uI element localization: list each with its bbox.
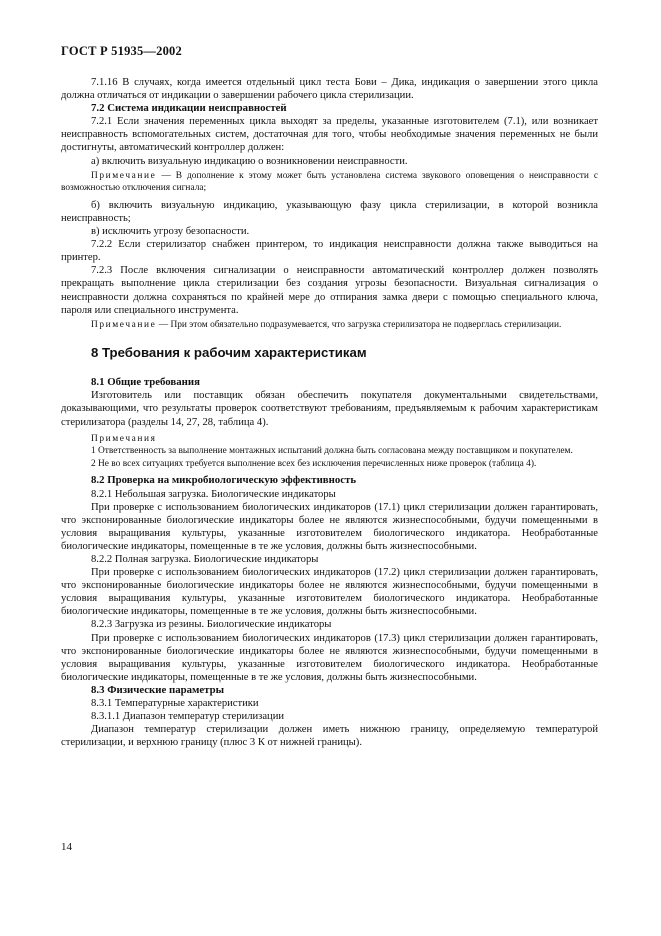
paragraph-7-2-3: 7.2.3 После включения сигнализации о неисправности автоматический контроллер должен позволять прекращать выполнение цикла стерилизации без создания угрозы безопасности. Визуальная сигнализация о неисправности должна сохраняться по крайней мере до отпирания замка двери с помощью специального ключа, пароля или специального инструмента. bbox=[61, 265, 598, 316]
note-label: Примечание bbox=[91, 170, 157, 181]
note-text: — При этом обязательно подразумевается, что загрузка стерилизатора не подверглась стерилизации. bbox=[156, 319, 562, 330]
paragraph-8-2-1: 8.2.1 Небольшая загрузка. Биологические индикаторы bbox=[91, 488, 336, 500]
heading-8-1: 8.1 Общие требования bbox=[91, 376, 200, 389]
paragraph-8-3-1-1: 8.3.1.1 Диапазон температур стерилизации bbox=[91, 711, 285, 723]
paragraph-8-1: Изготовитель или поставщик обязан обеспечить покупателя документальными свидетельствами, доказывающими, что результаты проверок соответствуют требованиям, предъявляемым к рабочим характеристикам стерилизатора (разделы 14, 27, 28, таблица 4). bbox=[61, 390, 598, 428]
paragraph-8-3-1-1-body: Диапазон температур стерилизации должен иметь нижнюю границу, определяемую температурой стерилизации, и верхнюю границу (плюс 3 К от нижней границы). bbox=[61, 724, 598, 749]
notes-heading bbox=[61, 433, 598, 446]
section-heading-8: 8 Требования к рабочим характеристикам bbox=[91, 345, 367, 361]
paragraph-7-2-1: 7.2.1 Если значения переменных цикла выходят за пределы, указанные изготовителем (7.1), или возникает неисправность вспомогательных систем, достаточная для того, чтобы необходимые значения переменных не были достигнуты, автоматический контроллер должен: bbox=[61, 116, 598, 154]
note-item-2: 2 Не во всех ситуациях требуется выполнение всех без исключения перечисленных ниже проверок (таблица 4). bbox=[91, 458, 537, 469]
paragraph-7-1-16: 7.1.16 В случаях, когда имеется отдельный цикл теста Бови – Дика, индикация о завершении этого цикла должна отличаться от индикации о завершении рабочего цикла стерилизации. bbox=[61, 77, 598, 102]
paragraph-8-2-1-body: При проверке с использованием биологических индикаторов (17.1) цикл стерилизации должен гарантировать, что экспонированные биологические индикаторы более не являются жизнеспособными, будучи помещенными в условия выращивания культуры, указанные изготовителем биологического индикатора. Необработанные биологические индикаторы, помещенные в те же условия, должны быть жизнеспособными. bbox=[61, 501, 598, 552]
list-item-c: в) исключить угрозу безопасности. bbox=[91, 226, 250, 238]
paragraph-8-2-2: 8.2.2 Полная загрузка. Биологические индикаторы bbox=[91, 554, 319, 565]
heading-8-3: 8.3 Физические параметры bbox=[91, 683, 225, 696]
paragraph-8-2-3-body: При проверке с использованием биологических индикаторов (17.3) цикл стерилизации должен гарантировать, что экспонированные биологические индикаторы более не являются жизнеспособными, будучи помещенными в условия выращивания культуры, указанные изготовителем биологического индикатора. Необработанные биологические индикаторы, помещенные в те же условия, должны быть жизнеспособными. bbox=[61, 632, 598, 683]
heading-8-2: 8.2 Проверка на микробиологическую эффективность bbox=[91, 474, 357, 487]
note-1 bbox=[61, 170, 598, 195]
page-content bbox=[61, 76, 598, 749]
list-item-b: б) включить визуальную индикацию, указывающую фазу цикла стерилизации, в которой возникла неисправность; bbox=[61, 199, 598, 224]
page-number: 14 bbox=[61, 841, 72, 853]
heading-7-2: 7.2 Система индикации неисправностей bbox=[91, 102, 287, 115]
document-header: ГОСТ Р 51935—2002 bbox=[61, 44, 182, 58]
notes-label: Примечания bbox=[91, 433, 157, 444]
paragraph-8-2-2-body: При проверке с использованием биологических индикаторов (17.2) цикл стерилизации должен гарантировать, что экспонированные биологические индикаторы более не являются жизнеспособными, будучи помещенными в условия выращивания культуры, указанные изготовителем биологического индикатора. Необработанные биологические индикаторы, помещенные в те же условия, должны быть жизнеспособными. bbox=[61, 567, 598, 618]
note-item-1: 1 Ответственность за выполнение монтажных испытаний должна быть согласована между поставщиком и покупателем. bbox=[91, 446, 573, 457]
paragraph-8-3-1: 8.3.1 Температурные характеристики bbox=[91, 698, 259, 710]
paragraph-8-2-3: 8.2.3 Загрузка из резины. Биологические индикаторы bbox=[91, 619, 332, 631]
note-text: — В дополнение к этому может быть установлена система звукового оповещения о неисправности с возможностью отключения сигнала; bbox=[61, 170, 598, 194]
list-item-a: а) включить визуальную индикацию о возникновении неисправности. bbox=[91, 155, 408, 167]
note-label: Примечание bbox=[91, 319, 157, 330]
paragraph-7-2-2: 7.2.2 Если стерилизатор снабжен принтером, то индикация неисправности должна также выводиться на принтер. bbox=[61, 239, 598, 264]
note-2 bbox=[61, 319, 598, 332]
